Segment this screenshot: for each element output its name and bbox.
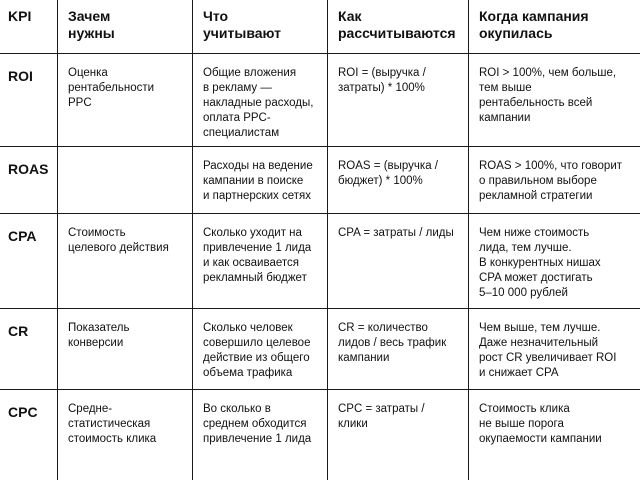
table-row-cr [0,309,640,390]
how-cell: ROI = (выручка / затраты) * 100% [328,54,469,146]
when-cell: Чем выше, тем лучше. Даже незначительный рост CR увеличивает ROI и снижает CPA [479,322,617,379]
kpi-name: ROI [0,54,58,146]
when-cell: ROI > 100%, чем больше, тем выше рентабельность всей кампании [479,67,617,124]
header-kpi: KPI [0,0,58,53]
header-what: Что учитывают [193,0,328,53]
kpi-name: CPA [0,214,58,308]
table-header-row [0,0,640,54]
header-why: Зачем нужны [58,0,193,53]
how-cell: ROAS = (выручка / бюджет) * 100% [328,147,469,213]
how-cell: CR = количество лидов / весь трафик кампании [328,309,469,389]
kpi-name: CPC [0,390,58,480]
what-cell: Во сколько в среднем обходится привлечение 1 лида [193,390,328,480]
kpi-name: CR [0,309,58,389]
what-cell: Общие вложения в рекламу — накладные расходы, оплата PPC- специалистам [193,54,328,146]
kpi-name: ROAS [0,147,58,213]
why-cell: Оценка рентабельности PPC [58,54,193,146]
what-cell: Сколько человек совершило целевое действие из общего объема трафика [193,309,328,389]
when-cell: Чем ниже стоимость лида, тем лучше. В конкурентных нишах CPA может достигать 5–10 000 рублей [479,227,601,299]
table-row-roi [0,54,640,147]
table-row-cpc [0,390,640,480]
why-cell [58,147,193,213]
how-cell: CPA = затраты / лиды [328,214,469,308]
why-cell: Стоимость целевого действия [58,214,193,308]
what-cell: Сколько уходит на привлечение 1 лида и как осваивается рекламный бюджет [193,214,328,308]
table-row-cpa [0,214,640,309]
what-cell: Расходы на ведение кампании в поиске и партнерских сетях [193,147,328,213]
header-how: Как рассчитываются [328,0,469,53]
how-cell: CPC = затраты / клики [328,390,469,480]
why-cell: Показатель конверсии [58,309,193,389]
table-row-roas [0,147,640,214]
when-cell: ROAS > 100%, что говорит о правильном выборе рекламной стратегии [479,160,623,202]
why-cell: Средне- статистическая стоимость клика [58,390,193,480]
when-cell: Стоимость клика не выше порога окупаемости кампании [479,403,602,445]
header-when: Когда кампания окупилась [479,8,589,41]
